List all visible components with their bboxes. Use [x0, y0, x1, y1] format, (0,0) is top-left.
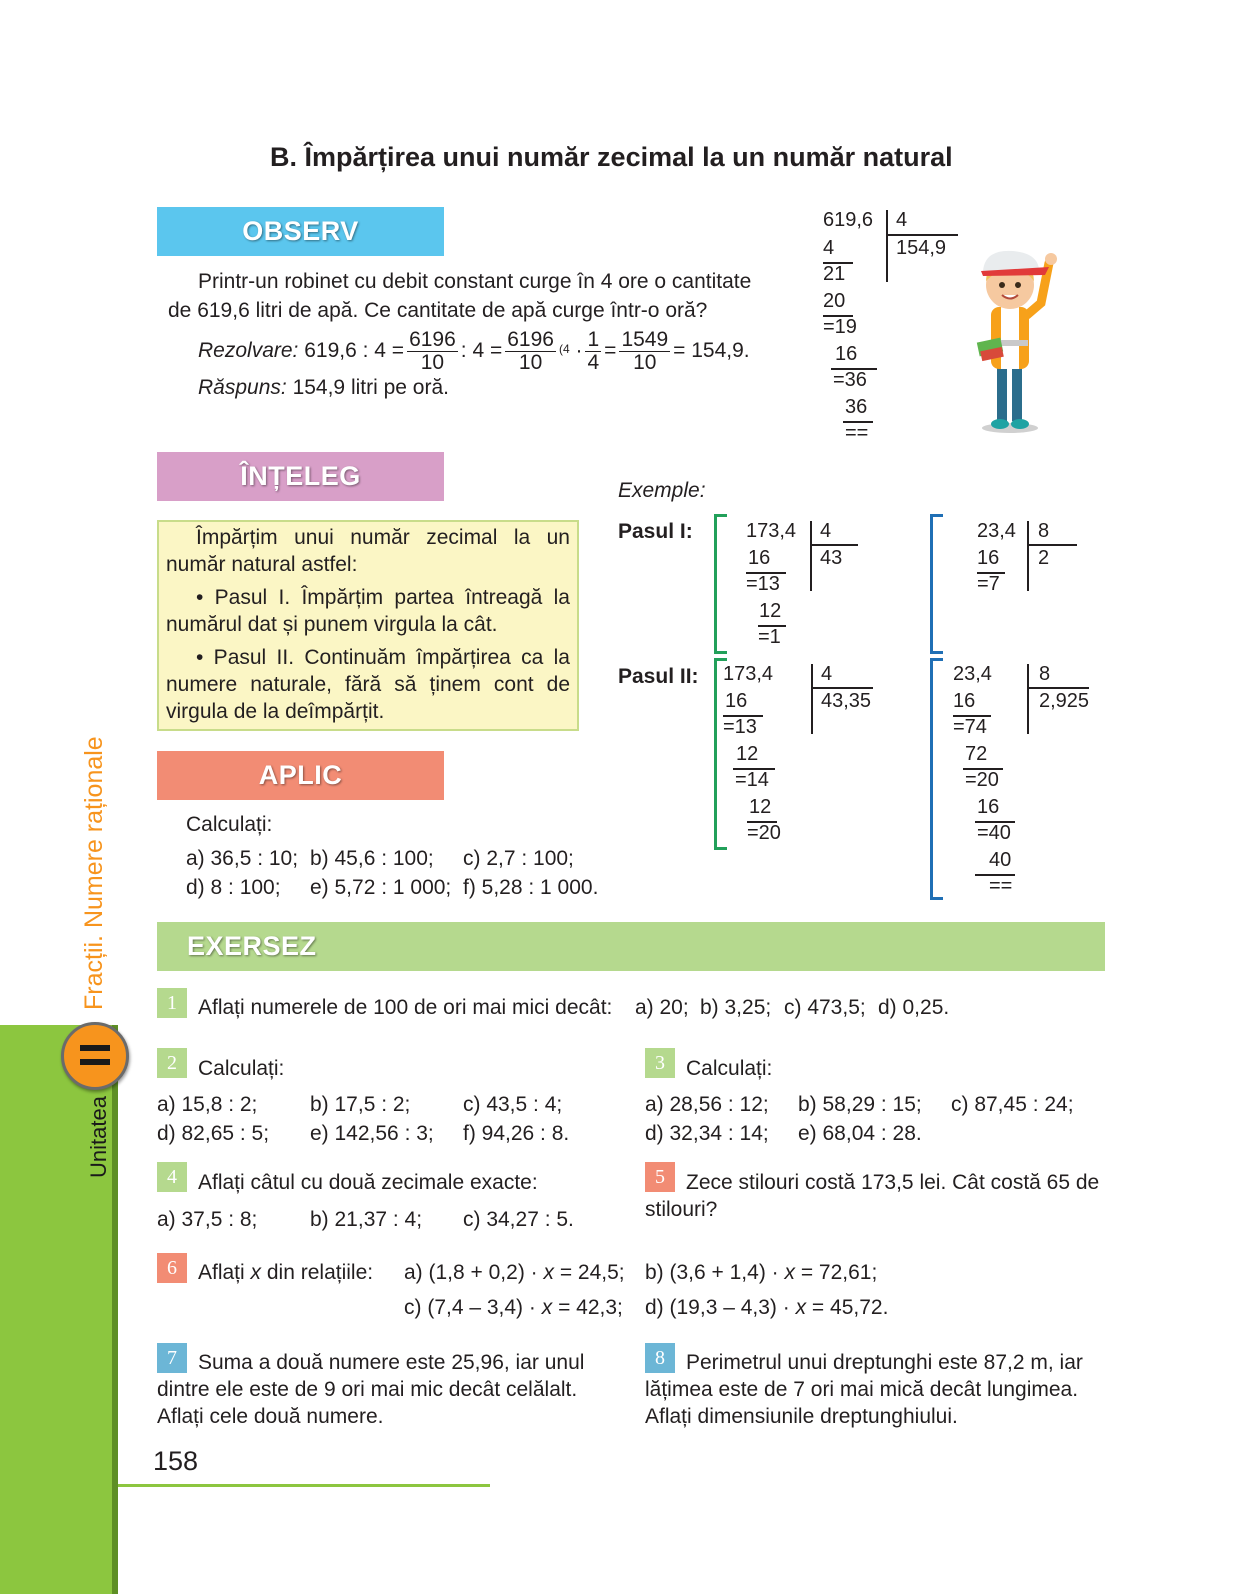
- exercise-8-line2: lățimea este de 7 ori mai mică decât lungimea.: [645, 1378, 1079, 1401]
- exercise-4-text: Aflați câtul cu două zecimale exacte:: [198, 1171, 538, 1194]
- exercise-number: 3: [645, 1048, 675, 1078]
- exercise-2-item: b) 17,5 : 2;: [310, 1093, 411, 1116]
- observ-answer: [198, 374, 449, 401]
- exercise-3-item: a) 28,56 : 12;: [645, 1093, 769, 1116]
- exercise-6-post: din relațiile:: [266, 1261, 374, 1284]
- exercise-4-item: b) 21,37 : 4;: [310, 1208, 423, 1231]
- exercise-5-line1: Zece stilouri costă 173,5 lei. Cât costă 65 de: [686, 1171, 1100, 1194]
- ld-dividend: 23,4: [953, 663, 992, 685]
- inteleg-header-label: ÎNȚELEG: [240, 461, 361, 491]
- exersez-header: [157, 922, 1105, 971]
- ld-dividend: 173,4: [746, 520, 797, 542]
- eq-lhs: a) (1,8 + 0,2) ·: [404, 1261, 538, 1284]
- exercise-6-item-c: [404, 1294, 623, 1321]
- variable-x: x: [784, 1261, 795, 1284]
- main-long-division: [823, 207, 963, 447]
- unit-label: Unitatea: [86, 1096, 111, 1178]
- aplic-instruction: Calculați:: [186, 813, 273, 836]
- simplify-sup: (4: [558, 342, 570, 356]
- ld-step: 16: [748, 547, 771, 569]
- ld-vline: [810, 521, 812, 591]
- ld-step: =7: [977, 573, 1000, 595]
- aplic-item: c) 2,7 : 100;: [463, 847, 574, 870]
- ld-step: =13: [723, 716, 757, 738]
- sidebar-inner-strip: [112, 1025, 118, 1594]
- ld-step: =13: [746, 573, 780, 595]
- ld-dividend: 619,6: [823, 209, 874, 231]
- ld-step: 40: [989, 849, 1012, 871]
- ld-step: =19: [823, 316, 857, 338]
- variable-x: x: [543, 1261, 554, 1284]
- ld-step: =40: [977, 822, 1011, 844]
- exercise-1-item: c) 473,5;: [784, 996, 866, 1019]
- aplic-item: b) 45,6 : 100;: [310, 847, 434, 870]
- equals-sign: =: [604, 339, 617, 362]
- exercise-3-item: c) 87,45 : 24;: [951, 1093, 1074, 1116]
- exercise-3-item: b) 58,29 : 15;: [798, 1093, 922, 1116]
- exercise-5-line2: stilouri?: [645, 1198, 718, 1221]
- ld-step: 16: [725, 690, 748, 712]
- exercise-1-item: a) 20;: [635, 996, 689, 1019]
- page-number: 158: [153, 1446, 199, 1476]
- fraction-4-den: 10: [633, 350, 657, 374]
- eq-lhs: b) (3,6 + 1,4) ·: [645, 1261, 779, 1284]
- ld-step: 16: [835, 343, 858, 365]
- ld-vline: [1027, 521, 1029, 591]
- exercise-6-pre: Aflați: [198, 1261, 245, 1284]
- ld-step: 12: [749, 796, 772, 818]
- ld-quotient: 2,925: [1039, 690, 1090, 712]
- exercise-6-item-b: [645, 1259, 877, 1286]
- observ-header-label: OBSERV: [242, 216, 359, 246]
- example1-step1-division: [746, 518, 866, 648]
- ld-step: 4: [823, 237, 835, 259]
- step2-label: Pasul II:: [618, 665, 699, 688]
- observ-header: [157, 207, 444, 256]
- ld-step: 36: [845, 396, 868, 418]
- ld-step: 21: [823, 263, 846, 285]
- unit-numeral-icon-2: [80, 1059, 110, 1065]
- ld-quotient: 154,9: [896, 237, 947, 259]
- inteleg-step2: • Pasul II. Continuăm împărțirea ca la numere naturale, fără să ținem cont de virgula de la deîmpărțit.: [166, 646, 570, 723]
- answer-label: Răspuns:: [198, 376, 287, 399]
- ld-dividend: 23,4: [977, 520, 1016, 542]
- exercise-number: 6: [157, 1253, 187, 1283]
- ld-step: ==: [845, 422, 869, 444]
- fraction-2: [505, 329, 556, 374]
- exercise-2-text: Calculați:: [198, 1057, 285, 1080]
- ld-step: ==: [989, 875, 1013, 897]
- fraction-4: [619, 329, 670, 374]
- unit-numeral-icon: [80, 1045, 110, 1051]
- exercise-6-item-d: [645, 1294, 888, 1321]
- step1-label: Pasul I:: [618, 520, 693, 543]
- ld-divisor: 4: [820, 520, 832, 542]
- fraction-1: [407, 329, 458, 374]
- ld-step: =14: [735, 769, 769, 791]
- exercise-1-item: d) 0,25.: [878, 996, 950, 1019]
- exercise-number: 8: [645, 1343, 675, 1373]
- fraction-4-num: 1549: [621, 327, 669, 351]
- ld-step: =20: [747, 822, 781, 844]
- exercise-6-text: [198, 1259, 373, 1286]
- exercise-7-line3: Aflați cele două numere.: [157, 1405, 384, 1428]
- ld-hline: [1027, 544, 1077, 546]
- exercise-number: 5: [645, 1162, 675, 1192]
- exercise-2-item: e) 142,56 : 3;: [310, 1122, 434, 1145]
- ld-quotient: 43,35: [821, 690, 872, 712]
- variable-x: x: [541, 1296, 553, 1319]
- exercise-number: 2: [157, 1048, 187, 1078]
- ld-step: 16: [977, 547, 1000, 569]
- exercise-number: 7: [157, 1343, 187, 1373]
- ld-divisor: 8: [1038, 520, 1050, 542]
- ld-step: =36: [833, 369, 867, 391]
- ld-vline: [886, 210, 888, 282]
- exercise-6-item-a: [404, 1259, 625, 1286]
- example1-step2-division: [723, 661, 883, 851]
- fraction-1-den: 10: [420, 350, 445, 374]
- eq-rhs: = 24,5;: [559, 1261, 625, 1284]
- aplic-item: a) 36,5 : 10;: [186, 847, 299, 870]
- chapter-title: Fracții. Numere raționale: [80, 736, 108, 1010]
- boy-illustration: [975, 245, 1065, 435]
- example2-step2-division: [953, 661, 1103, 901]
- ld-divisor: 4: [896, 209, 908, 231]
- ld-divisor: 4: [821, 663, 833, 685]
- exercise-number: 4: [157, 1162, 187, 1192]
- exercise-3-item: d) 32,34 : 14;: [645, 1122, 769, 1145]
- green-bracket-step1: [714, 514, 727, 654]
- eq-rhs: = 42,3;: [558, 1296, 623, 1319]
- variable-x: x: [250, 1261, 262, 1284]
- ld-step: 20: [823, 290, 846, 312]
- footer-rule: [118, 1484, 490, 1487]
- ld-step: =1: [758, 626, 781, 648]
- exercise-2-item: d) 82,65 : 5;: [157, 1122, 270, 1145]
- dot-operator: ·: [575, 339, 583, 362]
- solution-label: Rezolvare:: [198, 339, 299, 362]
- aplic-header-label: APLIC: [258, 760, 343, 790]
- fraction-3-num: 1: [587, 327, 600, 351]
- unit-badge: [61, 1022, 129, 1090]
- ld-quotient: 43: [820, 547, 843, 569]
- exercise-2-item: c) 43,5 : 4;: [463, 1093, 563, 1116]
- examples-label: Exemple:: [618, 479, 706, 502]
- aplic-item: f) 5,28 : 1 000.: [463, 876, 599, 899]
- exercise-8-line1: Perimetrul unui dreptunghi este 87,2 m, iar: [686, 1351, 1083, 1374]
- exercise-8-line3: Aflați dimensiunile dreptunghiului.: [645, 1405, 958, 1428]
- solution-mid: : 4 =: [460, 339, 503, 362]
- observ-problem-line1: Printr-un robinet cu debit constant curge în 4 ore o cantitate: [198, 270, 752, 293]
- exersez-header-label: EXERSEZ: [187, 931, 317, 961]
- answer-text: 154,9 litri pe oră.: [292, 376, 449, 399]
- eq-lhs: c) (7,4 – 3,4) ·: [404, 1296, 536, 1319]
- solution-start: 619,6 : 4 =: [304, 339, 405, 362]
- ld-step: 72: [965, 743, 988, 765]
- inteleg-header: [157, 452, 444, 501]
- fraction-2-num: 6196: [507, 327, 554, 351]
- exercise-1-text: Aflați numerele de 100 de ori mai mici decât:: [198, 996, 613, 1019]
- ld-step: 16: [953, 690, 976, 712]
- blue-bracket-step2: [930, 658, 943, 900]
- eq-rhs: = 45,72.: [811, 1296, 889, 1319]
- exercise-3-text: Calculați:: [686, 1057, 773, 1080]
- fraction-3-den: 4: [587, 350, 600, 374]
- fraction-2-den: 10: [518, 350, 543, 374]
- ld-step: =20: [965, 769, 999, 791]
- aplic-item: d) 8 : 100;: [186, 876, 281, 899]
- ld-step: 16: [977, 796, 1000, 818]
- variable-x: x: [795, 1296, 807, 1319]
- exercise-2-item: a) 15,8 : 2;: [157, 1093, 258, 1116]
- ld-step: 12: [736, 743, 759, 765]
- ld-vline: [1027, 664, 1029, 734]
- exercise-3-item: e) 68,04 : 28.: [798, 1122, 922, 1145]
- inteleg-note-box: [157, 520, 579, 731]
- exercise-7-line2: dintre ele este de 9 ori mai mic decât celălalt.: [157, 1378, 578, 1401]
- exercise-4-item: c) 34,27 : 5.: [463, 1208, 574, 1231]
- inteleg-step1: • Pasul I. Împărțim partea întreagă la numărul dat și punem virgula la cât.: [166, 586, 570, 636]
- exercise-2-item: f) 94,26 : 8.: [463, 1122, 570, 1145]
- ld-vline: [811, 664, 813, 734]
- exercise-1-item: b) 3,25;: [700, 996, 772, 1019]
- observ-problem-line2: de 619,6 litri de apă. Ce cantitate de apă curge într-o oră?: [168, 299, 708, 322]
- exercise-4-item: a) 37,5 : 8;: [157, 1208, 258, 1231]
- ld-dividend: 173,4: [723, 663, 774, 685]
- fraction-3: [585, 329, 601, 374]
- eq-rhs: = 72,61;: [800, 1261, 878, 1284]
- ld-step: 12: [759, 600, 782, 622]
- blue-bracket-step1: [930, 514, 943, 654]
- aplic-header: [157, 751, 444, 800]
- example2-step1-division: [977, 518, 1087, 598]
- inteleg-intro: Împărțim unui număr zecimal la un număr natural astfel:: [166, 526, 570, 576]
- exercise-number: 1: [157, 988, 187, 1018]
- fraction-1-num: 6196: [409, 327, 456, 351]
- eq-lhs: d) (19,3 – 4,3) ·: [645, 1296, 790, 1319]
- exercise-7-line1: Suma a două numere este 25,96, iar unul: [198, 1351, 585, 1374]
- ld-quotient: 2: [1038, 547, 1050, 569]
- observ-solution: [198, 326, 750, 376]
- page-title: B. Împărțirea unui număr zecimal la un număr natural: [270, 142, 953, 172]
- ld-step: =74: [953, 716, 987, 738]
- solution-end: = 154,9.: [673, 339, 750, 362]
- ld-divisor: 8: [1039, 663, 1051, 685]
- aplic-item: e) 5,72 : 1 000;: [310, 876, 452, 899]
